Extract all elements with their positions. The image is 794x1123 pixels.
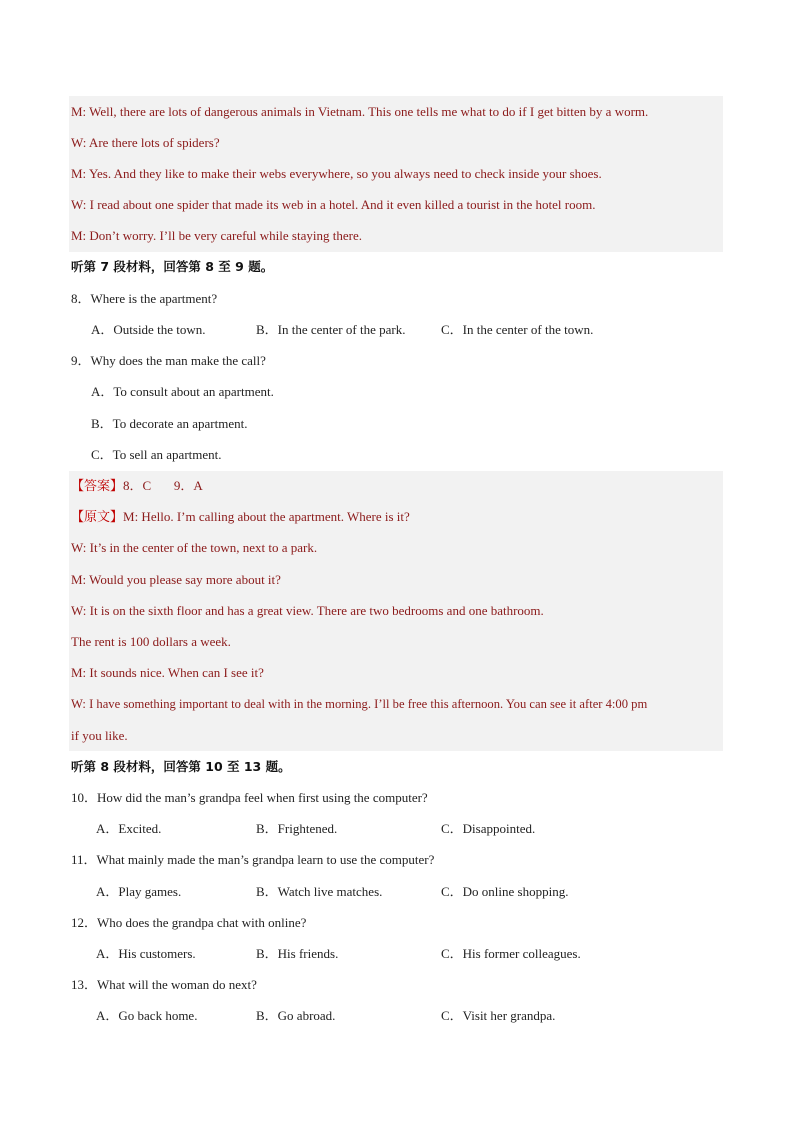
question-9-option-b: B．To decorate an apartment. — [91, 416, 248, 431]
question-13-option-c: C．Visit her grandpa. — [441, 1008, 556, 1023]
dialog-6-line: M: Well, there are lots of dangerous animals in Vietnam. This one tells me what to do if I get bitten by a worm. — [71, 104, 649, 119]
question-12-option-c: C．His former colleagues. — [441, 946, 581, 961]
question-12-option-b: B．His friends. — [256, 946, 339, 961]
script-line: M: It sounds nice. When can I see it? — [71, 665, 264, 680]
question-8-option-b: B．In the center of the park. — [256, 322, 406, 337]
question-13-stem: 13．What will the woman do next? — [71, 977, 257, 992]
script-line: W: I have something important to deal with in the morning. I’ll be free this afternoon. You can see it after 4:00 pm — [71, 697, 648, 711]
script-line: M: Would you please say more about it? — [71, 572, 281, 587]
question-13-option-a: A．Go back home. — [96, 1008, 198, 1023]
question-11-option-c: C．Do online shopping. — [441, 884, 569, 899]
question-10-option-b: B．Frightened. — [256, 821, 338, 836]
question-9-option-a: A．To consult about an apartment. — [91, 384, 274, 399]
question-10-option-c: C．Disappointed. — [441, 821, 536, 836]
dialog-6-line: M: Yes. And they like to make their webs everywhere, so you always need to check inside your shoes. — [71, 166, 602, 181]
script-line: if you like. — [71, 728, 128, 743]
dialog-6-line: W: Are there lots of spiders? — [71, 135, 220, 150]
question-11-stem: 11．What mainly made the man’s grandpa learn to use the computer? — [71, 852, 435, 867]
question-11-option-b: B．Watch live matches. — [256, 884, 383, 899]
script-tag: 【原文】 — [71, 509, 124, 524]
script-line: W: It is on the sixth floor and has a great view. There are two bedrooms and one bathroom. — [71, 603, 544, 618]
script-first-line: M: Hello. I’m calling about the apartment. Where is it? — [123, 509, 410, 524]
section-8-heading: 听第 8 段材料，回答第 10 至 13 题。 — [71, 759, 291, 774]
question-9-stem: 9．Why does the man make the call? — [71, 353, 266, 368]
question-10-option-a: A．Excited. — [96, 821, 162, 836]
question-8-option-c: C．In the center of the town. — [441, 322, 594, 337]
answer-tag: 【答案】 — [71, 478, 124, 493]
question-8-option-a: A．Outside the town. — [91, 322, 206, 337]
dialog-6-line: W: I read about one spider that made its web in a hotel. And it even killed a tourist in the hotel room. — [71, 197, 596, 212]
dialog-6-line: M: Don’t worry. I’ll be very careful while staying there. — [71, 228, 362, 243]
question-13-option-b: B．Go abroad. — [256, 1008, 336, 1023]
question-10-stem: 10．How did the man’s grandpa feel when first using the computer? — [71, 790, 428, 805]
section-7-heading: 听第 7 段材料，回答第 8 至 9 题。 — [71, 259, 274, 274]
question-12-stem: 12．Who does the grandpa chat with online? — [71, 915, 307, 930]
question-9-option-c: C．To sell an apartment. — [91, 447, 222, 462]
answer-line — [71, 476, 203, 496]
script-line — [71, 507, 410, 527]
question-11-option-a: A．Play games. — [96, 884, 182, 899]
question-8-stem: 8．Where is the apartment? — [71, 291, 218, 306]
question-12-option-a: A．His customers. — [96, 946, 196, 961]
script-line: The rent is 100 dollars a week. — [71, 634, 231, 649]
answer-text: 8．C 9．A — [123, 478, 203, 493]
script-line: W: It’s in the center of the town, next to a park. — [71, 540, 318, 555]
